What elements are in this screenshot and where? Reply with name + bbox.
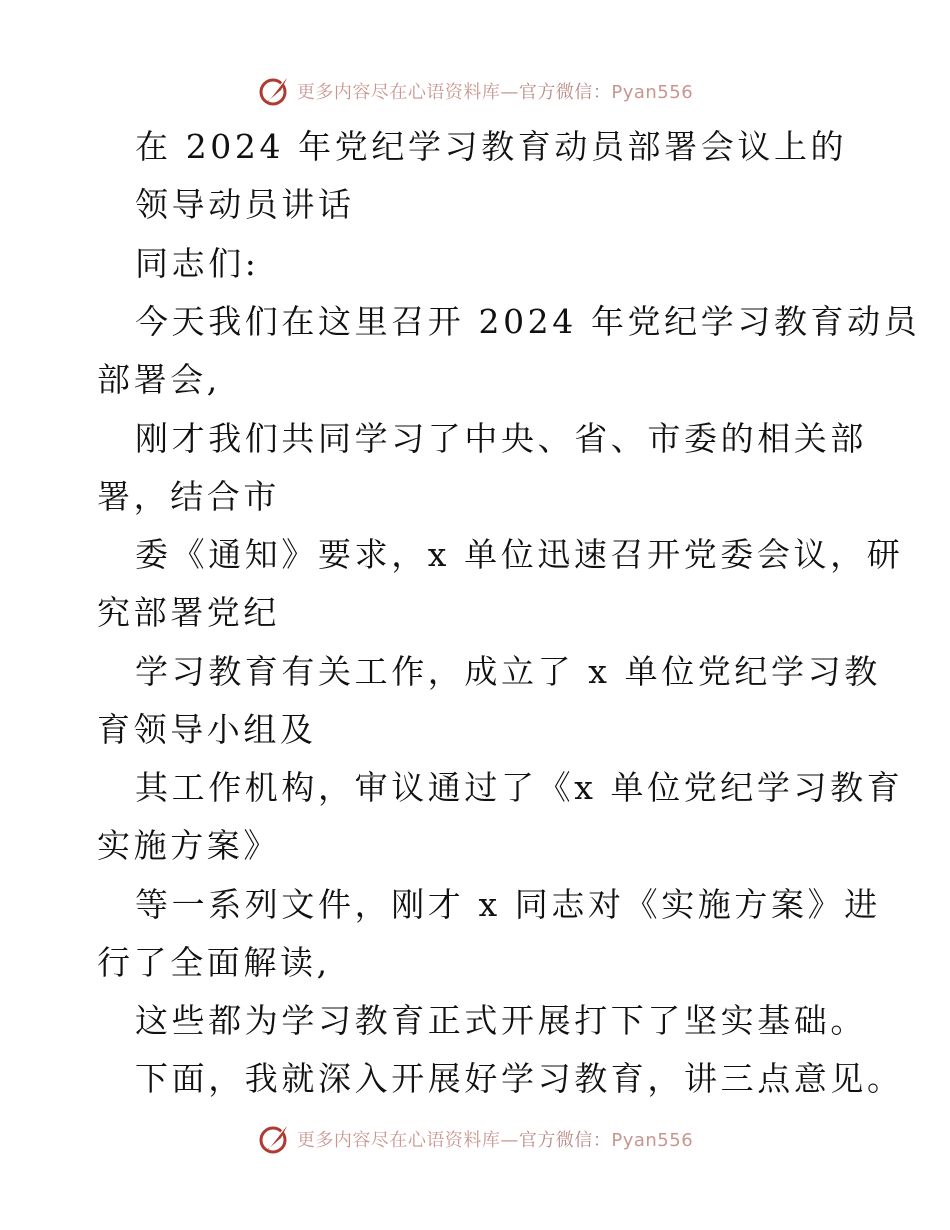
paragraph-line: 实施方案》 xyxy=(97,826,280,865)
watermark-text xyxy=(297,1126,693,1152)
watermark-wechat-id: Pyan556 xyxy=(611,82,694,103)
watermark-site: 更多内容尽在心语资料库 xyxy=(296,1130,501,1151)
paragraph-line: 等一系列文件，刚才 x 同志对《实施方案》进 xyxy=(135,885,881,924)
paragraph-line: 部署会, xyxy=(97,360,221,399)
paragraph-line: 署，结合市 xyxy=(97,477,280,516)
paragraph-line: 学习教育有关工作，成立了 x 单位党纪学习教 xyxy=(135,652,881,691)
title-line-1: 在 2024 年党纪学习教育动员部署会议上的 xyxy=(135,127,848,166)
paragraph-line: 刚才我们共同学习了中央、省、市委的相关部 xyxy=(135,419,867,458)
paragraph-line: 育领导小组及 xyxy=(97,710,317,749)
watermark-separator: — xyxy=(500,82,519,103)
watermark-wechat-id: Pyan556 xyxy=(611,1130,694,1151)
paragraph-line: 今天我们在这里召开 2024 年党纪学习教育动员 xyxy=(135,302,921,341)
quill-logo-icon xyxy=(257,1122,291,1156)
footer-watermark xyxy=(0,1119,950,1159)
watermark-wechat-label: 官方微信： xyxy=(518,82,612,103)
paragraph-line: 这些都为学习教育正式开展打下了坚实基础。 xyxy=(135,1001,867,1040)
paragraph-line: 其工作机构，审议通过了《x 单位党纪学习教育 xyxy=(135,768,904,807)
watermark-separator: — xyxy=(500,1130,519,1151)
title-line-2: 领导动员讲话 xyxy=(135,185,355,224)
watermark-wechat-label: 官方微信： xyxy=(518,1130,612,1151)
salutation: 同志们: xyxy=(135,244,260,283)
paragraph-line: 究部署党纪 xyxy=(97,593,280,632)
paragraph-line: 行了全面解读, xyxy=(97,943,331,982)
paragraph-line: 下面，我就深入开展好学习教育，讲三点意见。 xyxy=(135,1059,904,1098)
watermark-site: 更多内容尽在心语资料库 xyxy=(296,82,501,103)
paragraph-line: 委《通知》要求，x 单位迅速召开党委会议，研 xyxy=(135,535,904,574)
